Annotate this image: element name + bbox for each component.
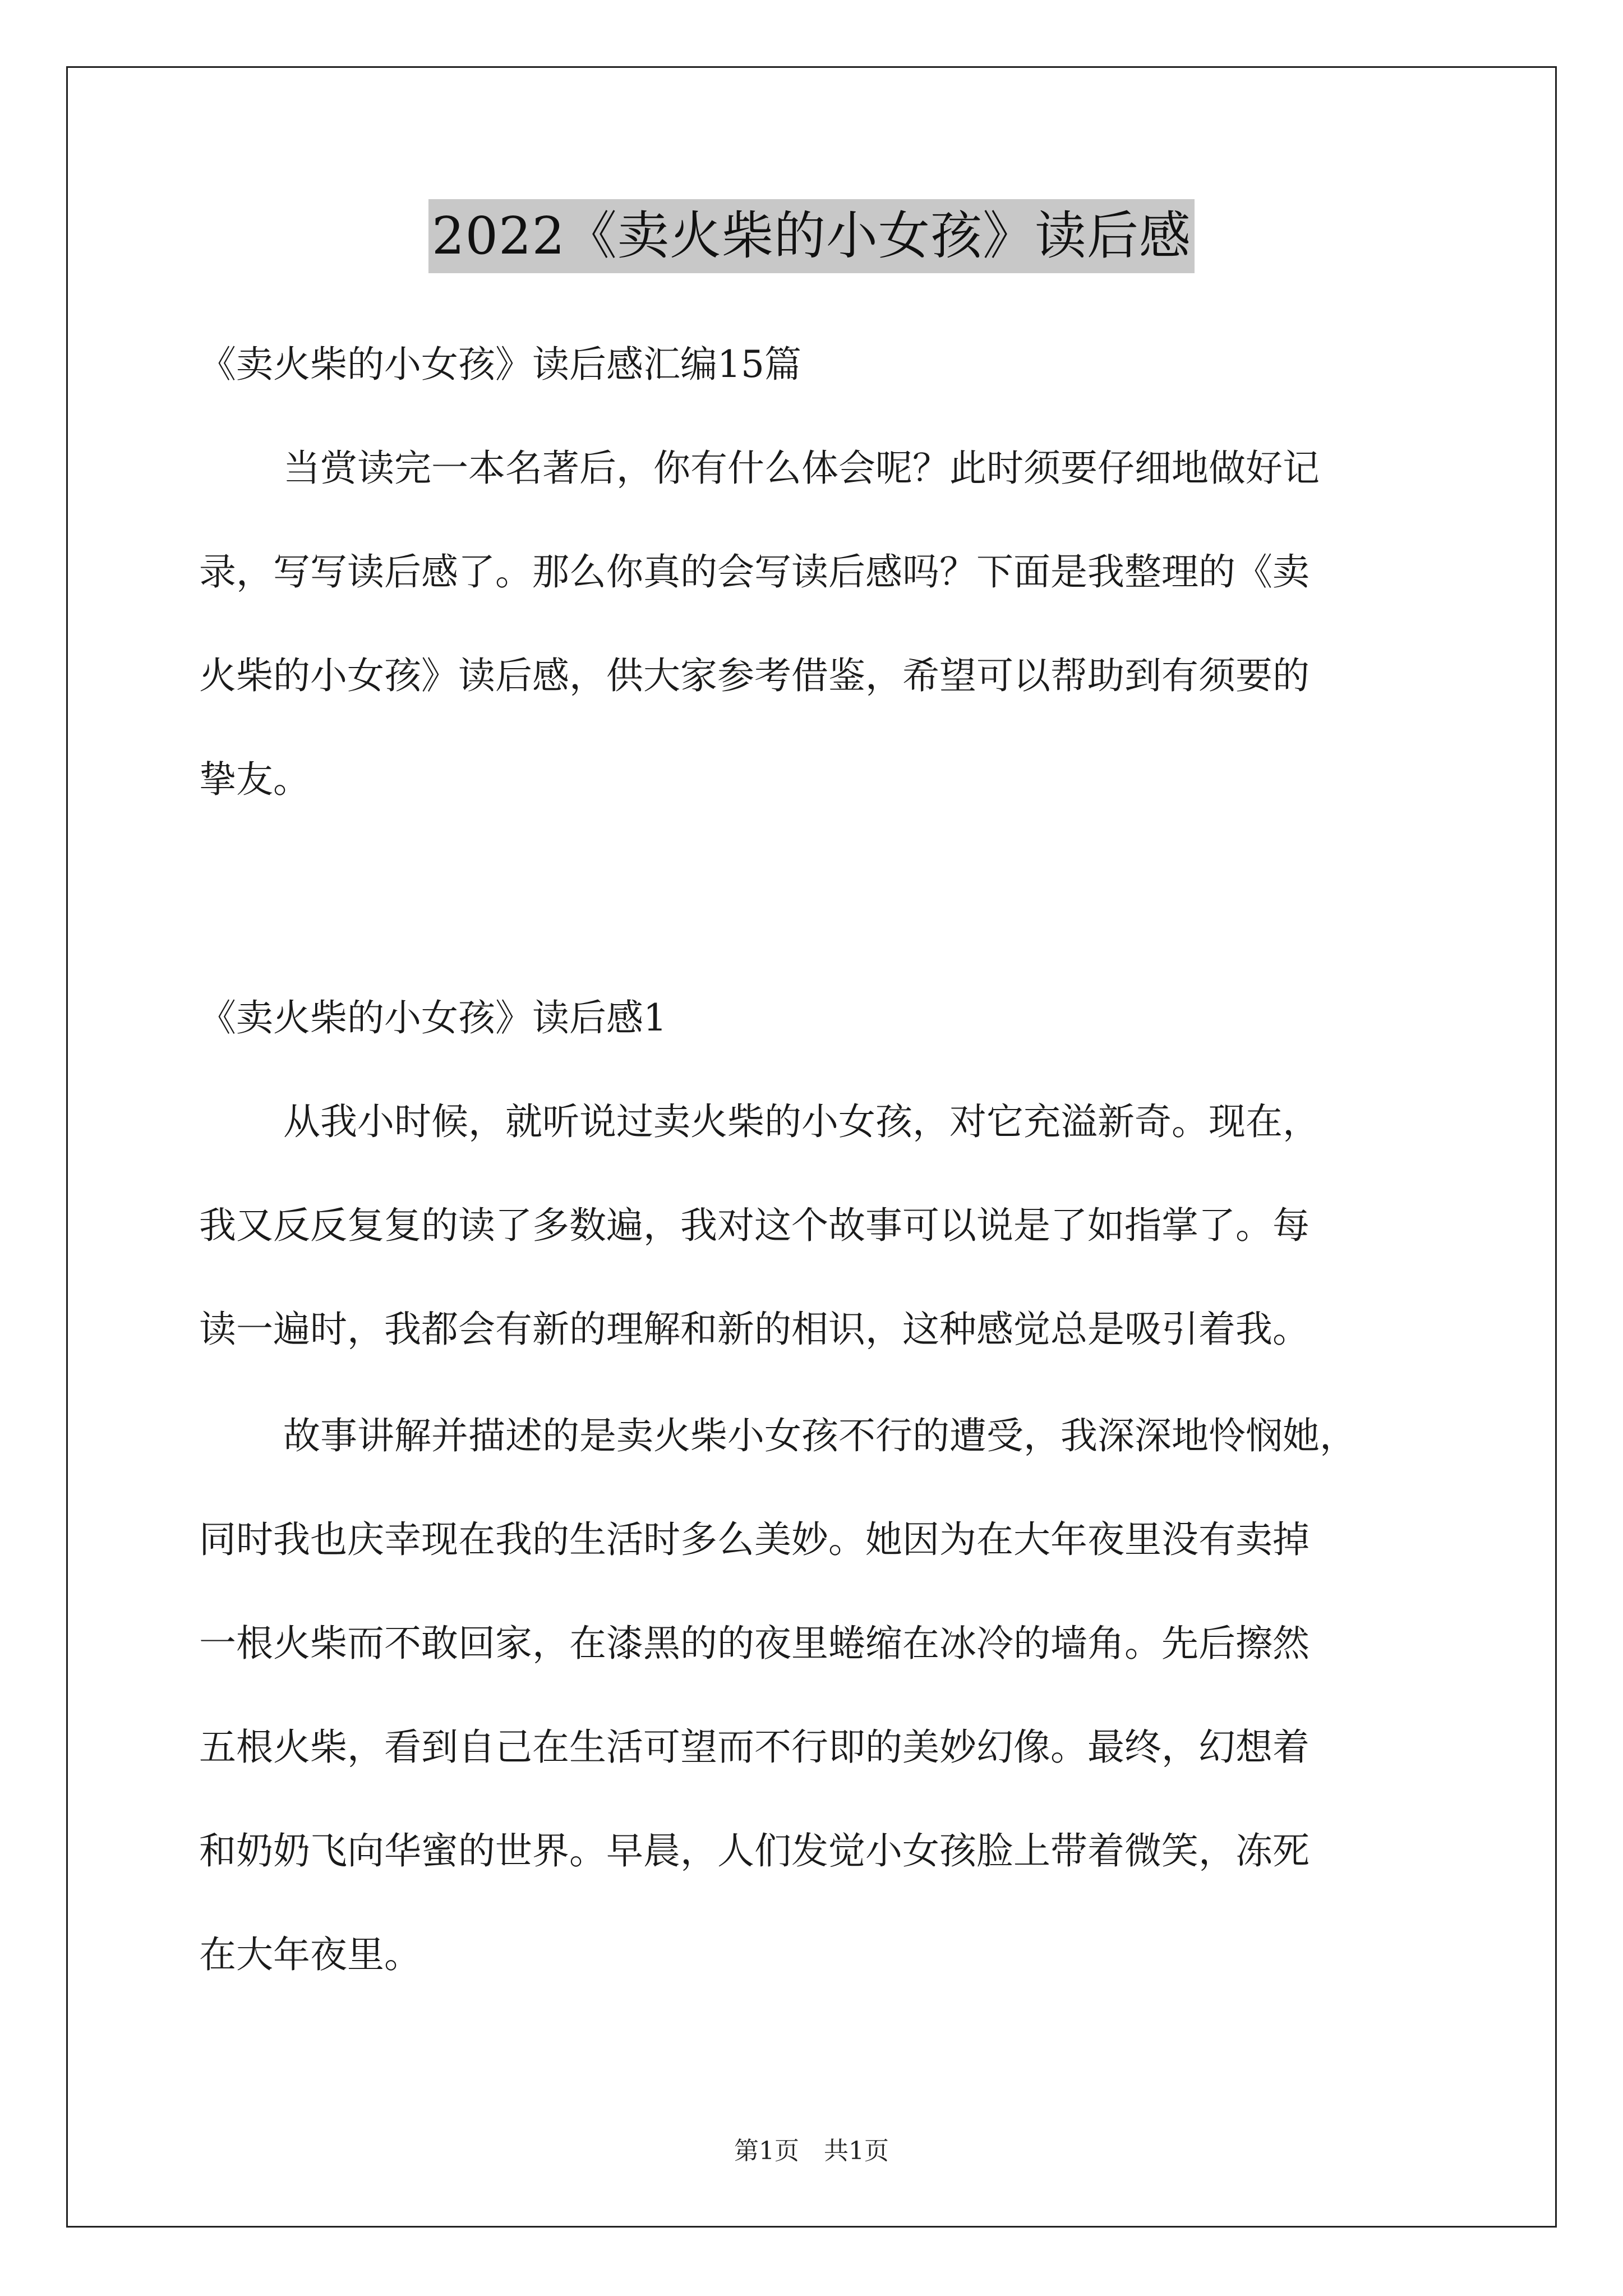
paragraph1-line-2: 我又反反复复的读了多数遍，我对这个故事可以说是了如指掌了。每 <box>199 1204 1310 1247</box>
paragraph2-line-5: 和奶奶飞向华蜜的世界。早晨，人们发觉小女孩脸上带着微笑，冻死 <box>199 1829 1310 1872</box>
section-heading: 《卖火柴的小女孩》读后感1 <box>199 996 667 1039</box>
intro-line-3: 火柴的小女孩》读后感，供大家参考借鉴，希望可以帮助到有须要的 <box>199 654 1310 697</box>
intro-line-1: 当赏读完一本名著后，你有什么体会呢？此时须要仔细地做好记 <box>283 447 1320 490</box>
paragraph2-line-3: 一根火柴而不敢回家，在漆黑的的夜里蜷缩在冰冷的墙角。先后擦然 <box>199 1622 1310 1665</box>
title-container <box>0 199 1623 273</box>
intro-line-2: 录，写写读后感了。那么你真的会写读后感吗？下面是我整理的《卖 <box>199 550 1310 593</box>
page-footer: 第1页 共1页 <box>734 2137 889 2165</box>
paragraph2-line-2: 同时我也庆幸现在我的生活时多么美妙。她因为在大年夜里没有卖掉 <box>199 1518 1310 1561</box>
paragraph1-line-3: 读一遍时，我都会有新的理解和新的相识，这种感觉总是吸引着我。 <box>199 1308 1310 1351</box>
intro-line-4: 挚友。 <box>199 758 310 801</box>
paragraph2-line-1: 故事讲解并描述的是卖火柴小女孩不行的遭受，我深深地怜悯她， <box>283 1414 1357 1457</box>
document-subtitle: 《卖火柴的小女孩》读后感汇编15篇 <box>199 343 801 386</box>
paragraph2-line-6: 在大年夜里。 <box>199 1933 421 1976</box>
paragraph1-line-1: 从我小时候，就听说过卖火柴的小女孩，对它充溢新奇。现在， <box>283 1100 1320 1143</box>
paragraph2-line-4: 五根火柴，看到自己在生活可望而不行即的美妙幻像。最终，幻想着 <box>199 1726 1310 1769</box>
document-title: 2022《卖火柴的小女孩》读后感 <box>428 199 1195 273</box>
